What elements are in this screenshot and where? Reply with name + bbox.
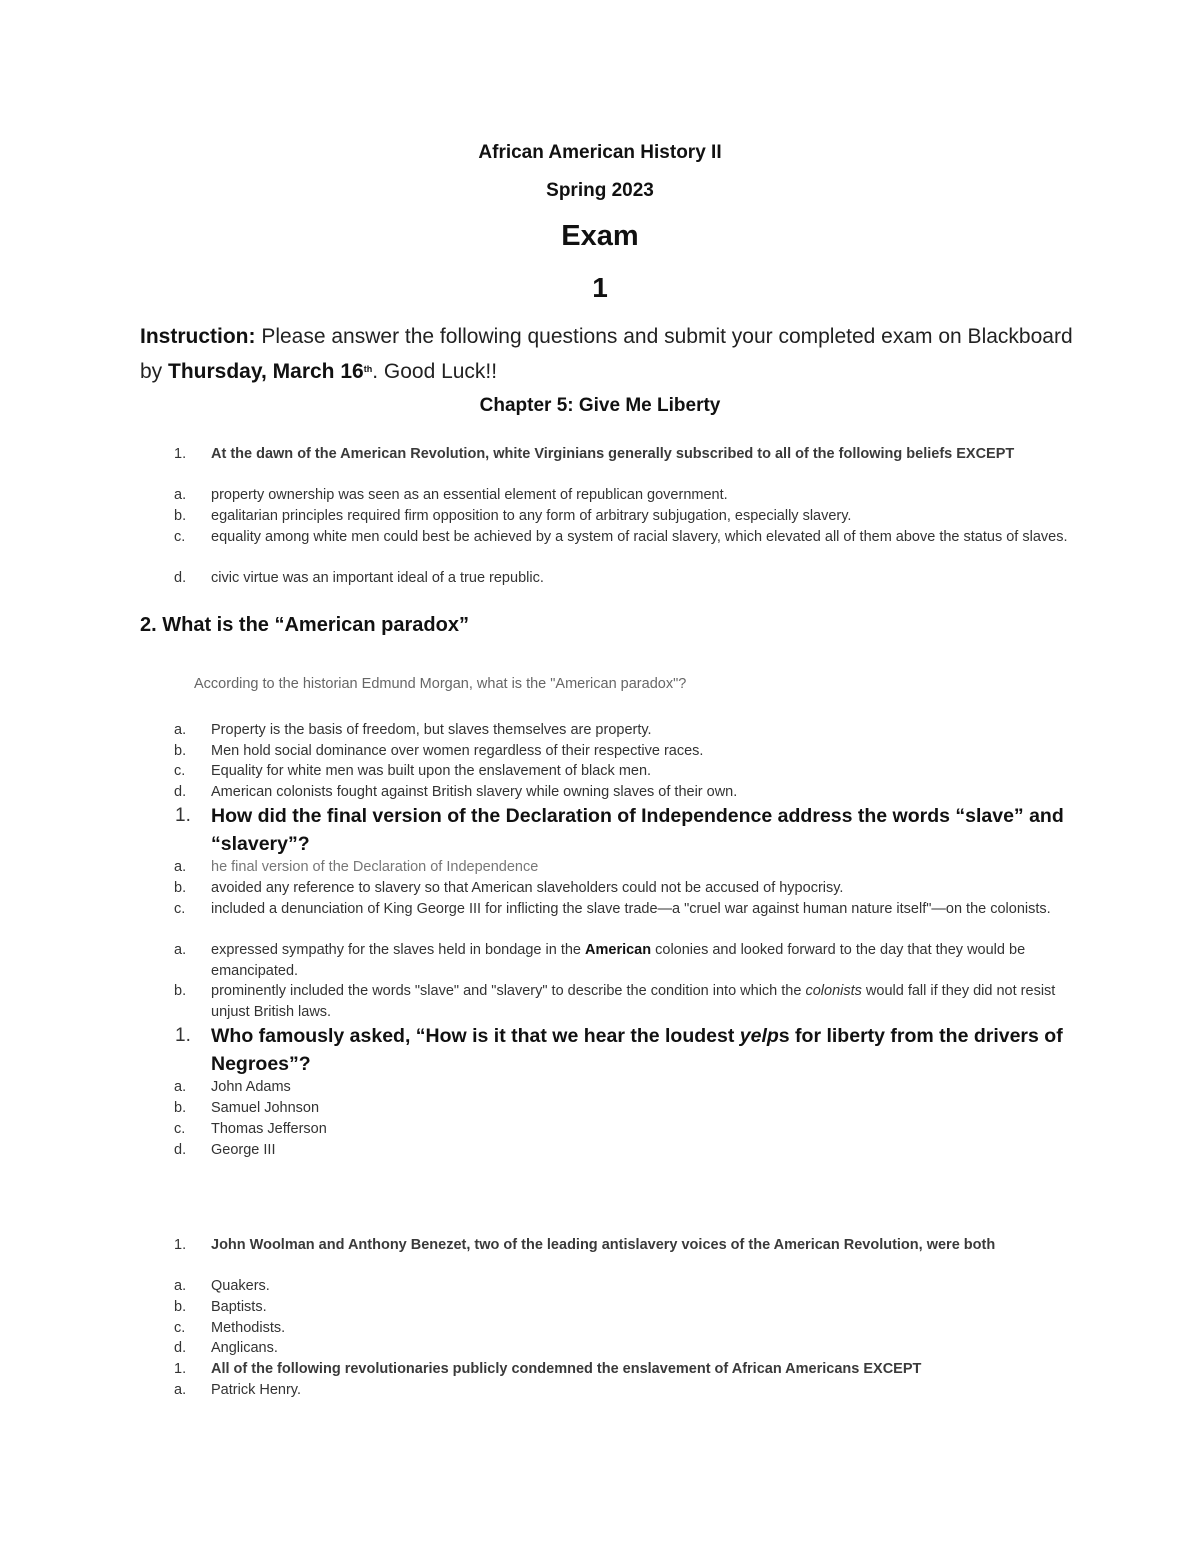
option-text: civic virtue was an important ideal of a true republic. bbox=[211, 570, 544, 586]
question-marker: 1. bbox=[175, 1025, 191, 1046]
question-text: All of the following revolutionaries publicly condemned the enslavement of African Americans EXCEPT bbox=[211, 1361, 922, 1377]
option-marker: c. bbox=[174, 901, 186, 917]
option-text-part: colonies and looked forward to the day that they would be emancipated. bbox=[211, 942, 1026, 979]
question-marker: 1. bbox=[175, 805, 191, 826]
option-marker: d. bbox=[174, 1340, 187, 1356]
option-marker: a. bbox=[174, 1382, 187, 1398]
option-marker: c. bbox=[174, 1320, 186, 1336]
course-title: African American History II bbox=[478, 142, 722, 163]
exam-title: Exam bbox=[561, 220, 639, 252]
instruction-text-1: Please answer the following questions and submit your completed exam on Blackboard by bbox=[140, 325, 1073, 383]
due-date-text: Thursday, March 16 bbox=[168, 360, 364, 383]
option-marker: c. bbox=[174, 1121, 186, 1137]
option-text: Quakers. bbox=[211, 1278, 270, 1294]
instruction-label: Instruction: bbox=[140, 325, 256, 348]
question-6 bbox=[170, 1359, 1070, 1380]
option-text: Equality for white men was built upon the enslavement of black men. bbox=[211, 763, 652, 779]
option-text: Anglicans. bbox=[211, 1340, 278, 1356]
option-text-part: would fall if they did not resist unjust British laws. bbox=[211, 983, 1056, 1020]
question-2-subtext: According to the historian Edmund Morgan, what is the "American paradox"? bbox=[194, 676, 687, 692]
option-text bbox=[211, 981, 1070, 1023]
instruction-text-2: . Good Luck!! bbox=[372, 360, 498, 383]
q5-option-a bbox=[170, 1276, 1070, 1297]
option-marker: d. bbox=[174, 570, 187, 586]
q2-option-a bbox=[170, 720, 1070, 741]
question-text: John Woolman and Anthony Benezet, two of the leading antislavery voices of the American Revolution, were both bbox=[211, 1237, 996, 1253]
question-5 bbox=[170, 1235, 1070, 1256]
q2-option-d bbox=[170, 782, 1070, 803]
q2-option-b bbox=[170, 741, 1070, 762]
q3-option-c bbox=[170, 899, 1070, 920]
question-1 bbox=[170, 444, 1070, 465]
option-marker: d. bbox=[174, 1142, 187, 1158]
option-text: property ownership was seen as an essential element of republican government. bbox=[211, 487, 728, 503]
option-text: Men hold social dominance over women regardless of their respective races. bbox=[211, 743, 704, 759]
question-text: At the dawn of the American Revolution, white Virginians generally subscribed to all of the following beliefs EXCEPT bbox=[211, 446, 1015, 462]
option-marker: a. bbox=[174, 859, 187, 875]
option-text: avoided any reference to slavery so that American slaveholders could not be accused of hypocrisy. bbox=[211, 880, 844, 896]
question-3 bbox=[170, 802, 1070, 858]
q5-option-d bbox=[170, 1338, 1070, 1359]
instruction-due-date bbox=[168, 360, 372, 383]
question-marker: 1. bbox=[174, 1361, 187, 1377]
option-marker: b. bbox=[174, 1100, 187, 1116]
option-text: Property is the basis of freedom, but slaves themselves are property. bbox=[211, 722, 652, 738]
option-text: Samuel Johnson bbox=[211, 1100, 320, 1116]
due-date-suffix: th bbox=[363, 364, 373, 374]
question-text-italic: yelp bbox=[739, 1025, 779, 1047]
question-text: How did the final version of the Declaration of Independence address the words “slave” and “slavery”? bbox=[211, 805, 1064, 855]
option-marker: a. bbox=[174, 487, 187, 503]
q1-option-a bbox=[170, 485, 1070, 506]
option-text: Patrick Henry. bbox=[211, 1382, 301, 1398]
option-marker: a. bbox=[174, 1278, 187, 1294]
term-title: Spring 2023 bbox=[546, 180, 654, 201]
question-marker: 1. bbox=[174, 1237, 187, 1253]
q1-option-d bbox=[170, 568, 1070, 589]
q1-option-b bbox=[170, 506, 1070, 527]
q4-option-d bbox=[170, 1140, 1070, 1161]
exam-number: 1 bbox=[592, 272, 608, 303]
q4-option-b bbox=[170, 1098, 1070, 1119]
q2-option-c bbox=[170, 761, 1070, 782]
option-text: Baptists. bbox=[211, 1299, 267, 1315]
chapter-heading: Chapter 5: Give Me Liberty bbox=[479, 395, 721, 416]
question-text bbox=[211, 1022, 1070, 1078]
q3-option-a2 bbox=[170, 940, 1070, 982]
option-marker: a. bbox=[174, 1079, 187, 1095]
option-text-bold: American bbox=[585, 942, 652, 958]
option-marker: d. bbox=[174, 784, 187, 800]
option-marker: b. bbox=[174, 1299, 187, 1315]
q1-option-c bbox=[170, 527, 1070, 548]
question-text-part: s for liberty from the drivers of Negroes”? bbox=[211, 1025, 1063, 1075]
option-text: Thomas Jefferson bbox=[211, 1121, 327, 1137]
question-4 bbox=[170, 1022, 1070, 1078]
q4-option-c bbox=[170, 1119, 1070, 1140]
instruction-paragraph bbox=[140, 321, 1100, 388]
option-marker: b. bbox=[174, 880, 187, 896]
option-text: he final version of the Declaration of Independence bbox=[211, 859, 539, 875]
option-text: George III bbox=[211, 1142, 276, 1158]
option-marker: b. bbox=[174, 743, 187, 759]
option-text-italic: colonists bbox=[805, 983, 862, 999]
q4-option-a bbox=[170, 1077, 1070, 1098]
option-text-part: prominently included the words "slave" and "slavery" to describe the condition into which the bbox=[211, 983, 806, 999]
question-2-heading: 2. What is the “American paradox” bbox=[140, 614, 469, 636]
option-text: Methodists. bbox=[211, 1320, 286, 1336]
option-text: egalitarian principles required firm opposition to any form of arbitrary subjugation, especially slavery. bbox=[211, 508, 852, 524]
q3-option-a bbox=[170, 857, 1070, 878]
question-marker: 1. bbox=[174, 446, 187, 462]
option-marker: a. bbox=[174, 942, 187, 958]
question-text-part: Who famously asked, “How is it that we hear the loudest bbox=[211, 1025, 740, 1047]
option-marker: a. bbox=[174, 722, 187, 738]
option-text-part: expressed sympathy for the slaves held in bondage in the bbox=[211, 942, 586, 958]
option-text bbox=[211, 940, 1070, 982]
q3-option-b2 bbox=[170, 981, 1070, 1023]
option-text: American colonists fought against British slavery while owning slaves of their own. bbox=[211, 784, 738, 800]
option-marker: b. bbox=[174, 508, 187, 524]
option-marker: c. bbox=[174, 763, 186, 779]
q5-option-c bbox=[170, 1318, 1070, 1339]
q6-option-a bbox=[170, 1380, 1070, 1401]
option-text: included a denunciation of King George III for inflicting the slave trade—a "cruel war against human nature itself"—on the colonists. bbox=[211, 901, 1051, 917]
option-text: equality among white men could best be achieved by a system of racial slavery, which elevated all of them above the status of slaves. bbox=[211, 529, 1068, 545]
q3-option-b bbox=[170, 878, 1070, 899]
q5-option-b bbox=[170, 1297, 1070, 1318]
option-marker: c. bbox=[174, 529, 186, 545]
option-marker: b. bbox=[174, 983, 187, 999]
option-text: John Adams bbox=[211, 1079, 291, 1095]
